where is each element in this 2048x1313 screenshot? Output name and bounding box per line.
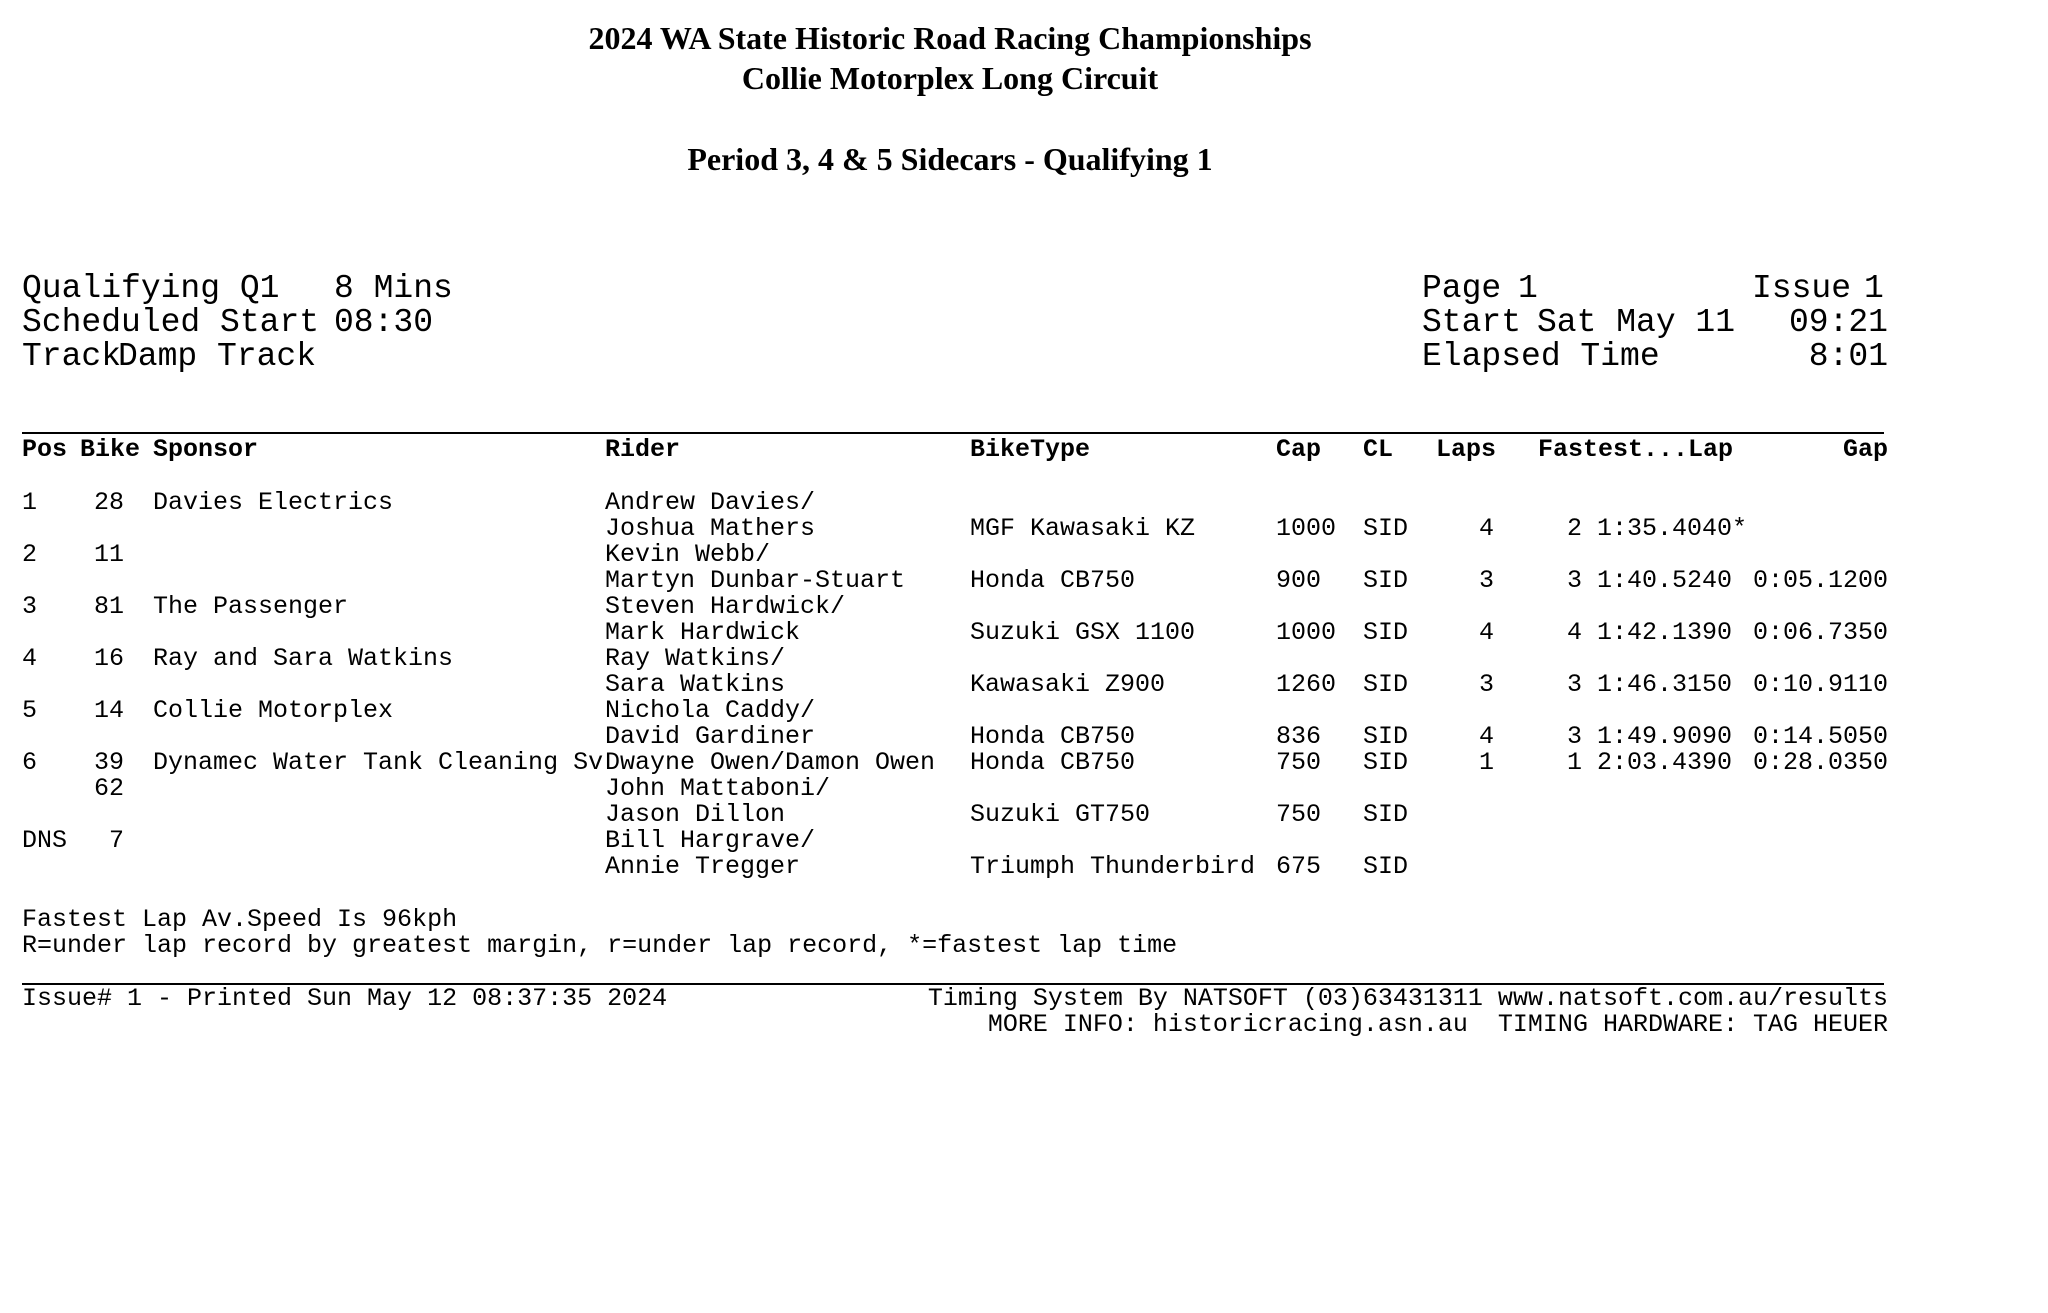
row-pos: 4 [22, 644, 38, 673]
row-rider-1: Andrew Davies/ [605, 488, 816, 517]
row-bike: 39 [93, 748, 124, 777]
row-rider-2: Jason Dillon [605, 800, 786, 829]
row-rider-2: Sara Watkins [605, 670, 786, 699]
elapsed-label: Elapsed Time [1422, 338, 1660, 375]
issue-label: Issue [1752, 270, 1852, 307]
row-sponsor: Collie Motorplex [153, 696, 394, 725]
row-cl: SID [1363, 618, 1409, 647]
row-cap: 836 [1276, 722, 1322, 751]
row-bike: 11 [93, 540, 124, 569]
row-sponsor: Davies Electrics [153, 488, 394, 517]
row-biketype: Kawasaki Z900 [970, 670, 1166, 699]
scheduled-start-label: Scheduled Start [22, 304, 320, 341]
timing-system-info: Timing System By NATSOFT (03)63431311 www.natsoft.com.au/results [927, 984, 1888, 1013]
row-rider-2: Annie Tregger [605, 852, 801, 881]
row-cl: SID [1363, 852, 1409, 881]
row-cl: SID [1363, 800, 1409, 829]
row-pos: 3 [22, 592, 38, 621]
row-bike: 16 [93, 644, 124, 673]
row-biketype: Triumph Thunderbird [970, 852, 1256, 881]
row-laps: 4 [1478, 514, 1494, 543]
session-label: Qualifying Q1 [22, 270, 280, 307]
row-laps: 4 [1478, 618, 1494, 647]
row-cap: 750 [1276, 800, 1322, 829]
row-rider-1: Ray Watkins/ [605, 644, 786, 673]
elapsed-time: 8:01 [1808, 338, 1888, 375]
row-gap: 0:28.0350 [1752, 748, 1888, 777]
printed-stamp: Issue# 1 - Printed Sun May 12 08:37:35 2024 [22, 984, 668, 1013]
row-gap: 0:05.1200 [1752, 566, 1888, 595]
row-fastest: 3 1:40.5240 [1567, 566, 1733, 595]
session-duration: 8 Mins [334, 270, 453, 307]
row-pos: 2 [22, 540, 38, 569]
col-laps-header: Laps [1436, 435, 1497, 464]
row-bike: 28 [93, 488, 124, 517]
row-pos: 6 [22, 748, 38, 777]
start-date: Sat May 11 [1537, 304, 1736, 341]
col-cap-header: Cap [1276, 435, 1322, 464]
row-fastest: 3 1:49.9090 [1567, 722, 1733, 751]
page-number: 1 [1518, 270, 1538, 307]
issue-number: 1 [1864, 270, 1884, 307]
start-label: Start [1422, 304, 1522, 341]
page-label: Page [1422, 270, 1502, 307]
document-title: 2024 WA State Historic Road Racing Championships [588, 20, 1312, 56]
row-laps: 4 [1478, 722, 1494, 751]
row-fastest: 4 1:42.1390 [1567, 618, 1733, 647]
row-cap: 1000 [1276, 618, 1337, 647]
row-bike: 81 [93, 592, 124, 621]
row-rider-1: Dwayne Owen/Damon Owen [605, 748, 936, 777]
row-laps: 3 [1478, 566, 1494, 595]
track-label: Track [22, 338, 122, 375]
row-cap: 1260 [1276, 670, 1337, 699]
row-rider-2: Mark Hardwick [605, 618, 801, 647]
row-pos: 1 [22, 488, 38, 517]
circuit-name: Collie Motorplex Long Circuit [741, 60, 1159, 96]
col-gap-header: Gap [1842, 435, 1888, 464]
row-biketype: MGF Kawasaki KZ [970, 514, 1196, 543]
row-fastest: 1 2:03.4390 [1567, 748, 1733, 777]
row-bike: 62 [93, 774, 124, 803]
row-biketype: Honda CB750 [970, 748, 1136, 777]
row-cap: 1000 [1276, 514, 1337, 543]
row-cl: SID [1363, 514, 1409, 543]
row-pos: 5 [22, 696, 38, 725]
row-cl: SID [1363, 566, 1409, 595]
row-gap: 0:10.9110 [1752, 670, 1888, 699]
row-bike: 7 [108, 826, 124, 855]
row-cl: SID [1363, 748, 1409, 777]
row-rider-1: Kevin Webb/ [605, 540, 771, 569]
row-cap: 900 [1276, 566, 1322, 595]
row-rider-1: Nichola Caddy/ [605, 696, 816, 725]
row-fastest: 2 1:35.4040* [1567, 514, 1748, 543]
col-cl-header: CL [1363, 435, 1394, 464]
row-rider-2: Martyn Dunbar-Stuart [605, 566, 906, 595]
row-cl: SID [1363, 670, 1409, 699]
row-fastest: 3 1:46.3150 [1567, 670, 1733, 699]
col-pos-header: Pos [22, 435, 68, 464]
row-sponsor: The Passenger [153, 592, 349, 621]
col-bike-header: Bike [80, 435, 141, 464]
row-rider-2: David Gardiner [605, 722, 816, 751]
row-biketype: Suzuki GSX 1100 [970, 618, 1196, 647]
row-cl: SID [1363, 722, 1409, 751]
event-title: Period 3, 4 & 5 Sidecars - Qualifying 1 [687, 141, 1213, 177]
row-gap: 0:14.5050 [1752, 722, 1888, 751]
row-biketype: Honda CB750 [970, 722, 1136, 751]
table-top-rule [22, 432, 1884, 434]
col-rider-header: Rider [605, 435, 681, 464]
row-cap: 675 [1276, 852, 1322, 881]
row-bike: 14 [93, 696, 124, 725]
row-biketype: Honda CB750 [970, 566, 1136, 595]
row-gap: 0:06.7350 [1752, 618, 1888, 647]
row-biketype: Suzuki GT750 [970, 800, 1151, 829]
row-rider-2: Joshua Mathers [605, 514, 816, 543]
start-time: 09:21 [1788, 304, 1888, 341]
row-sponsor: Dynamec Water Tank Cleaning Sv [153, 748, 604, 777]
row-rider-1: Steven Hardwick/ [605, 592, 846, 621]
col-biketype-header: BikeType [970, 435, 1091, 464]
row-sponsor: Ray and Sara Watkins [153, 644, 454, 673]
row-laps: 1 [1478, 748, 1494, 777]
row-rider-1: John Mattaboni/ [605, 774, 831, 803]
col-fastest-header: Fastest...Lap [1538, 435, 1734, 464]
col-sponsor-header: Sponsor [153, 435, 259, 464]
avg-speed-note: Fastest Lap Av.Speed Is 96kph [22, 905, 458, 934]
row-cap: 750 [1276, 748, 1322, 777]
row-pos: DNS [22, 826, 68, 855]
row-laps: 3 [1478, 670, 1494, 699]
more-info: MORE INFO: historicracing.asn.au TIMING HARDWARE: TAG HEUER [987, 1010, 1888, 1039]
scheduled-start-time: 08:30 [334, 304, 434, 341]
track-condition: Damp Track [118, 338, 317, 375]
legend-note: R=under lap record by greatest margin, r=under lap record, *=fastest lap time [22, 931, 1178, 960]
row-rider-1: Bill Hargrave/ [605, 826, 816, 855]
